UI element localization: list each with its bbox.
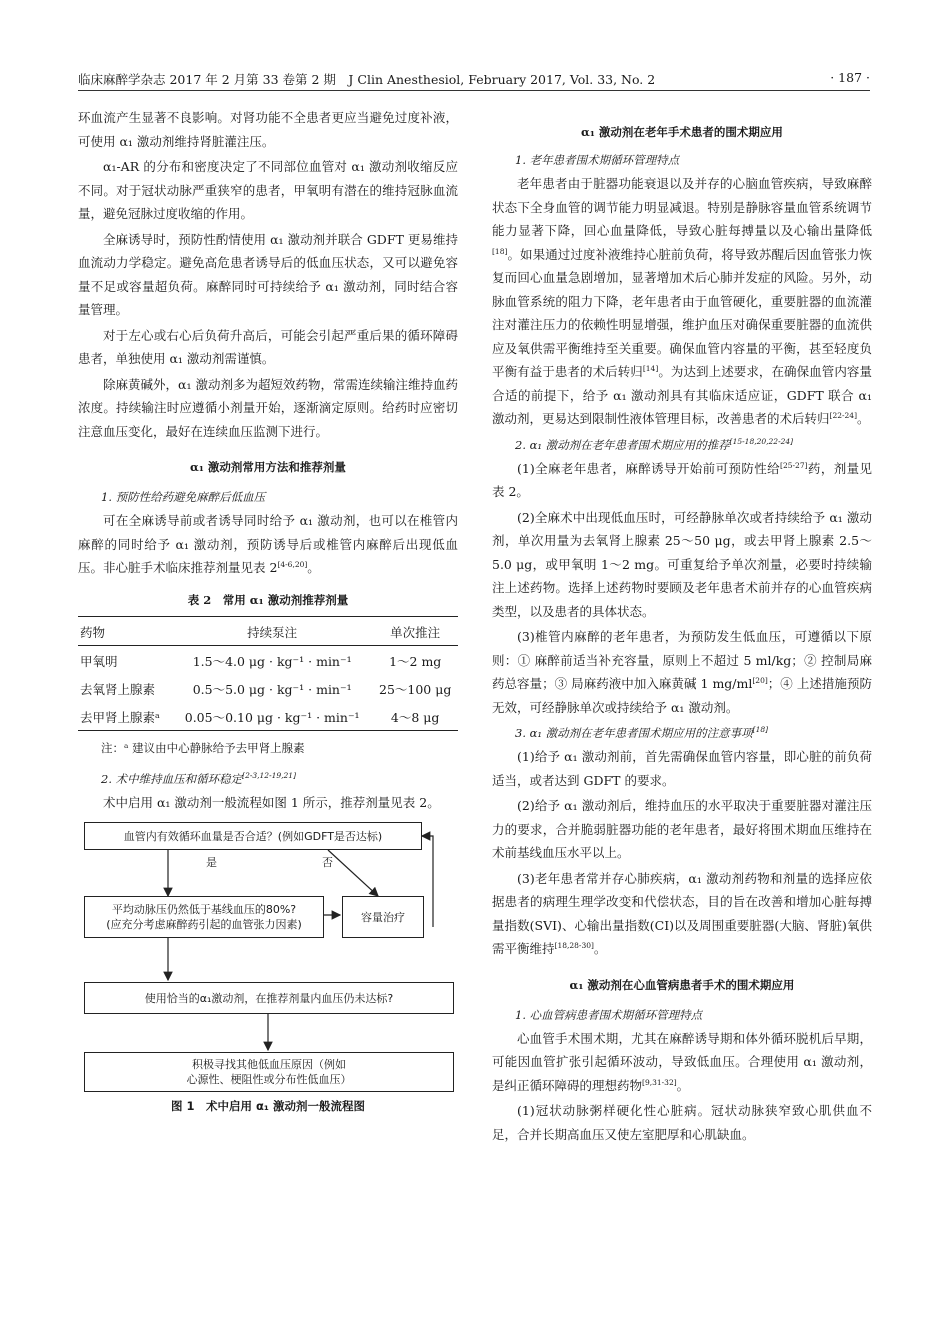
paragraph: 全麻诱导时，预防性酌情使用 α₁ 激动剂并联合 GDFT 更易维持血流动力学稳定。避免高危患者诱导后的低血压状态，又可以避免容量不足或容量超负荷。麻醉同时可持续给予 α₁ 激动剂，同时结合容量管理。: [78, 231, 458, 317]
flow-label-no: 否: [322, 856, 333, 869]
table-cell: 0.5～5.0 μg · kg⁻¹ · min⁻¹: [192, 681, 352, 697]
citation: [4-6,20]: [277, 559, 308, 569]
flow-box-volume-therapy: [342, 896, 424, 938]
table-header: 药物: [78, 616, 172, 645]
paragraph-text: (3)老年患者常并存心肺疾病，α₁ 激动剂药物和剂量的选择应依据患者的病理生理学改变和代偿状态，目的旨在改善和增加心脏每搏量指数(SVI)、心输出量指数(CI)以及周围重要脏器(大脑、肾脏)氧供需平衡维持: [492, 870, 872, 956]
table-cell: 1～2 mg: [389, 653, 442, 669]
flow-box-label: 心源性、梗阻性或分布性低血压）: [186, 1073, 352, 1086]
paragraph: (1)冠状动脉粥样硬化性心脏病。冠状动脉狭窄致心肌供血不足，合并长期高血压又使左室肥厚和心肌缺血。: [492, 1103, 872, 1142]
paragraph: 除麻黄碱外，α₁ 激动剂多为超短效药物，常需连续输注维持血药浓度。持续输注时应遵循小剂量开始，逐渐滴定原则。给药时应密切注意血压变化，最好在连续血压监测下进行。: [78, 376, 458, 439]
section-title: α₁ 激动剂常用方法和推荐剂量: [190, 460, 346, 474]
flow-box-label: 使用恰当的α₁激动剂，在推荐剂量内血压仍未达标?: [144, 991, 394, 1005]
citation: [22-24]: [829, 410, 857, 420]
paragraph: (2)给予 α₁ 激动剂后，维持血压的水平取决于重要脏器对灌注压力的要求，合并脆弱脏器功能的老年患者，最好将围术期血压维持在术前基线血压水平以上。: [492, 798, 872, 860]
subsection-heading: [492, 721, 872, 745]
subsection-heading: [492, 433, 872, 457]
page-number: · 187 ·: [830, 70, 870, 85]
table-caption: 表 2 常用 α₁ 激动剂推荐剂量: [187, 592, 349, 607]
citation: [18,28-30]: [554, 940, 594, 950]
subsection-heading: [78, 767, 458, 791]
journal-citation: 临床麻醉学杂志 2017 年 2 月第 33 卷第 2 期 J Clin Anesthesiol, February 2017, Vol. 33, No. 2: [78, 72, 656, 87]
table-cell: 去氧肾上腺素: [80, 681, 156, 697]
right-column: [492, 106, 872, 1148]
paragraph-text: 。如果通过过度补液维持心脏前负荷，将导致苏醒后因血管张力恢复而回心血量急剧增加，显著增加术后心肺并发症的风险。另外，动脉血管系统的阻力下降，老年患者由于血管硬化，重要脏器的血流灌注对灌注压力的依赖性明显增强，维护血压对确保重要脏器的血流供应及氧供需平衡维持至关重要。确保血管内容量的平衡，甚至轻度负平衡有益于患者的术后转归: [492, 246, 872, 379]
table-cell: 0.05～0.10 μg · kg⁻¹ · min⁻¹: [172, 702, 372, 731]
paragraph: 环血流产生显著不良影响。对肾功能不全患者更应当避免过度补液，可使用 α₁ 激动剂维持肾脏灌注压。: [78, 110, 458, 149]
flow-box-label: 血管内有效循环血量是否合适？(例如GDFT是否达标): [123, 829, 383, 843]
running-header: [78, 68, 870, 91]
flow-label-yes: 是: [206, 856, 217, 869]
table-cell: 去甲肾上腺素ᵃ: [78, 702, 172, 731]
paragraph: (1)给予 α₁ 激动剂前，首先需确保血管内容量，即心脏的前负荷适当，或者达到 GDFT 的要求。: [492, 749, 872, 788]
table-row: [78, 645, 458, 674]
paragraph: [492, 625, 872, 719]
flow-box-label: 积极寻找其他低血压原因（例如: [192, 1058, 346, 1071]
citation: [18]: [752, 725, 769, 735]
paragraph-end: 。: [593, 941, 607, 956]
paragraph: 术中启用 α₁ 激动剂一般流程如图 1 所示，推荐剂量见表 2。: [103, 794, 440, 810]
citation: [2-3,12-19,21]: [242, 770, 297, 780]
citation: [20]: [752, 675, 768, 685]
table-cell: 25～100 μg: [379, 681, 452, 697]
paragraph-text: 。为达到上述要求，在确保血管内容量合适的前提下，给予 α₁ 激动剂具有其临床适应证，GDFT 联合 α₁ 激动剂，更易达到限制性液体管理目标，改善患者的术后转归: [492, 364, 872, 426]
heading-text: 3. α₁ 激动剂在老年患者围术期应用的注意事项: [515, 726, 753, 740]
paragraph: [78, 509, 458, 580]
table-header: 单次推注: [372, 616, 458, 645]
citation: [9,31-32]: [642, 1077, 677, 1087]
paragraph-end: 。: [676, 1077, 690, 1093]
citation: [25-27]: [780, 460, 808, 470]
flow-box-map-check: [84, 896, 324, 938]
heading-text: 2. α₁ 激动剂在老年患者围术期应用的推荐: [515, 437, 730, 452]
flow-box-volume-check: [84, 822, 422, 850]
flow-box-label: (应充分考虑麻醉药引起的血管张力因素): [106, 918, 302, 931]
paragraph: [492, 457, 872, 504]
section-title: α₁ 激动剂在心血管病患者手术的围术期应用: [569, 977, 795, 992]
table-note: 注：ᵃ 建议由中心静脉给予去甲肾上腺素: [101, 740, 305, 755]
paragraph: [492, 172, 872, 431]
paragraph-end: ；④ 上述措施预防无效，可经静脉单次或持续给予 α₁ 激动剂。: [492, 676, 872, 715]
table-cell: 4～8 μg: [372, 702, 458, 731]
citation: [15-18,20,22-24]: [729, 436, 794, 446]
section-title: α₁ 激动剂在老年手术患者的围术期应用: [581, 125, 783, 139]
flow-box-label: 平均动脉压仍然低于基线血压的80%?: [111, 903, 297, 916]
paragraph-end: 。: [857, 411, 870, 426]
paragraph-text: 可在全麻诱导前或者诱导同时给予 α₁ 激动剂，也可以在椎管内麻醉的同时给予 α₁ 激动剂，预防诱导后或椎管内麻醉后出现低血压。非心脏手术临床推荐剂量见表 2: [78, 513, 458, 575]
dosage-table: [78, 616, 458, 731]
table-row: [78, 702, 458, 731]
paragraph: (2)全麻术中出现低血压时，可经静脉单次或者持续给予 α₁ 激动剂，单次用量为去氧肾上腺素 25～50 μg，或去甲肾上腺素 2.5～5.0 μg，或甲氧明 1～2 mg。可重复给予单次剂量，必要时持续输注上述药物。选择上述药物时要顾及老年患者术前并存的心血管疾病类型，以及患者的具体状态。: [492, 509, 872, 619]
paragraph-text: (1)全麻老年患者，麻醉诱导开始前可预防性给: [517, 460, 781, 476]
subsection-heading: 1. 预防性给药避免麻醉后低血压: [101, 490, 266, 504]
figure-caption: 图 1 术中启用 α₁ 激动剂一般流程图: [171, 1099, 365, 1113]
citation: [18]: [492, 246, 508, 256]
subsection-heading: 1. 老年患者围术期循环管理特点: [515, 153, 680, 167]
table-row: [78, 674, 458, 702]
flow-box-label: 容量治疗: [361, 910, 405, 924]
flow-box-agonist-check: [84, 982, 454, 1014]
paragraph-text: (3)椎管内麻醉的老年患者，为预防发生低血压，可遵循以下原则：① 麻醉前适当补充容量，原则上不超过 5 ml/kg；② 控制局麻药总容量；③ 局麻药液中加入麻黄碱 1 mg/ml: [492, 629, 872, 691]
citation: [14]: [642, 363, 659, 373]
paragraph: 对于左心或右心后负荷升高后，可能会引起严重后果的循环障碍患者，单独使用 α₁ 激动剂需谨慎。: [78, 327, 458, 366]
table-cell: 甲氧明: [80, 653, 118, 669]
flow-box-other-causes: [84, 1052, 454, 1092]
paragraph: [492, 867, 872, 961]
heading-text: 2. 术中维持血压和循环稳定: [101, 771, 243, 786]
arrow-no: [328, 850, 378, 896]
paragraph: α₁-AR 的分布和密度决定了不同部位血管对 α₁ 激动剂收缩反应不同。对于冠状动脉严重狭窄的患者，甲氧明有潜在的维持冠脉血流量，避免冠脉过度收缩的作用。: [78, 159, 458, 221]
flowchart: [78, 822, 458, 1120]
paragraph-end: 药，剂量见表 2。: [492, 460, 872, 499]
table-cell: 1.5～4.0 μg · kg⁻¹ · min⁻¹: [192, 653, 352, 669]
paragraph-end: 。: [307, 560, 320, 575]
paragraph-text: 老年患者由于脏器功能衰退以及并存的心脑血管疾病，导致麻醉状态下全身血管的调节能力明显减退。特别是静脉容量血管系统调节能力显著下降，回心血量降低，导致心脏每搏量以及心输出量降低: [492, 176, 872, 238]
paragraph-text: 心血管手术围术期，尤其在麻醉诱导期和体外循环脱机后早期，可能因血管扩张引起循环波动，导致低血压。合理使用 α₁ 激动剂，是纠正循环障碍的理想药物: [492, 1030, 872, 1093]
left-column: [78, 106, 458, 1120]
paragraph: [492, 1027, 872, 1098]
subsection-heading: 1. 心血管病患者围术期循环管理特点: [515, 1007, 703, 1022]
table-header: 持续泵注: [172, 616, 372, 645]
